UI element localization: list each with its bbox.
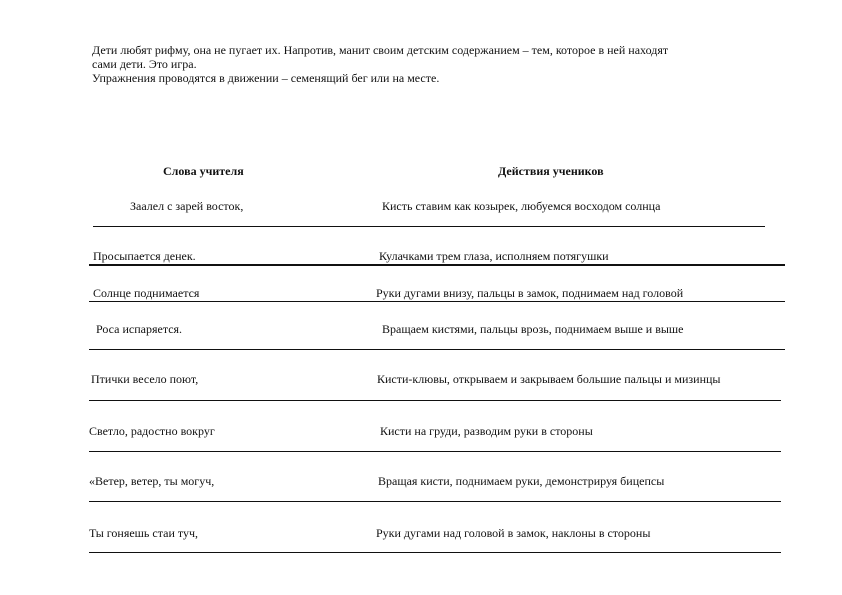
header-teacher-words: Слова учителя xyxy=(163,164,244,178)
row-1-students: Кисть ставим как козырек, любуемся восходом солнца xyxy=(382,199,661,213)
row-6-teacher: Светло, радостно вокруг xyxy=(89,424,215,438)
row-divider xyxy=(93,226,765,227)
row-divider xyxy=(89,301,785,302)
row-8-teacher: Ты гоняешь стаи туч, xyxy=(89,526,198,540)
intro-line-2: сами дети. Это игра. xyxy=(92,57,197,71)
intro-text xyxy=(92,43,782,85)
intro-line-3: Упражнения проводятся в движении – семенящий бег или на месте. xyxy=(92,71,440,85)
row-6-students: Кисти на груди, разводим руки в стороны xyxy=(380,424,593,438)
row-2-teacher: Просыпается денек. xyxy=(93,249,196,263)
row-5-students: Кисти-клювы, открываем и закрываем большие пальцы и мизинцы xyxy=(377,372,721,386)
row-divider xyxy=(89,400,781,401)
row-7-students: Вращая кисти, поднимаем руки, демонстрируя бицепсы xyxy=(378,474,665,488)
row-4-teacher: Роса испаряется. xyxy=(96,322,183,336)
row-3-teacher: Солнце поднимается xyxy=(93,286,200,300)
row-8-students: Руки дугами над головой в замок, наклоны в стороны xyxy=(376,526,651,540)
row-divider xyxy=(89,501,781,502)
row-4-students: Вращаем кистями, пальцы врозь, поднимаем выше и выше xyxy=(382,322,684,336)
row-divider xyxy=(89,264,785,266)
row-divider xyxy=(89,552,781,553)
row-divider xyxy=(89,349,785,350)
intro-line-1: Дети любят рифму, она не пугает их. Напротив, манит своим детским содержанием – тем, которое в ней находят xyxy=(92,43,669,57)
row-1-teacher: Заалел с зарей восток, xyxy=(130,199,244,213)
header-student-actions: Действия учеников xyxy=(498,164,604,178)
row-3-students: Руки дугами внизу, пальцы в замок, поднимаем над головой xyxy=(376,286,684,300)
row-2-students: Кулачками трем глаза, исполняем потягушки xyxy=(379,249,609,263)
row-5-teacher: Птички весело поют, xyxy=(91,372,199,386)
row-divider xyxy=(89,451,781,452)
row-7-teacher: «Ветер, ветер, ты могуч, xyxy=(89,474,215,488)
